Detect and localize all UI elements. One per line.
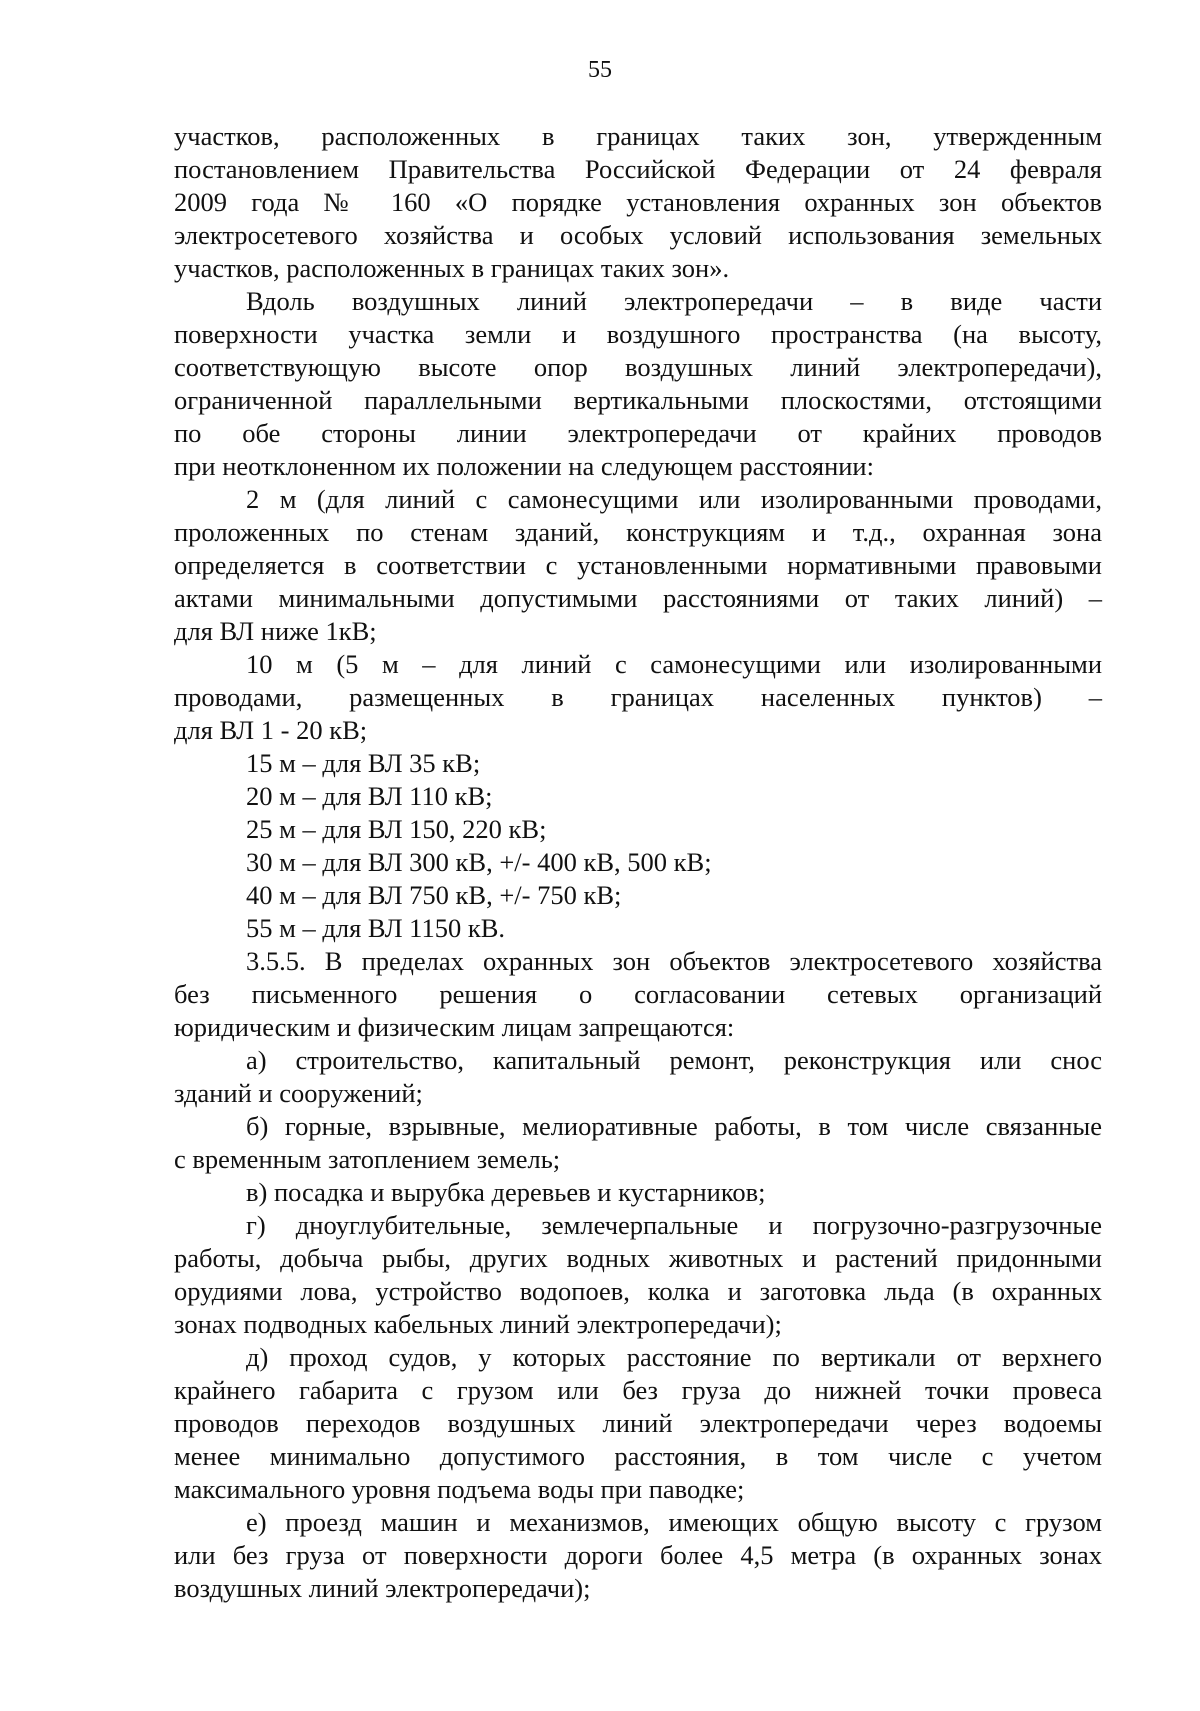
text-line: 20 м – для ВЛ 110 кВ;: [246, 781, 493, 811]
text-line: проложенных по стенам зданий, конструкциям и т.д., охранная зона: [174, 517, 1102, 547]
body-text: [174, 120, 1102, 1605]
text-line: 2 м (для линий с самонесущими или изолированными проводами,: [246, 484, 1102, 514]
text-line: соответствующую высоте опор воздушных линий электропередачи),: [174, 352, 1102, 382]
text-line: 10 м (5 м – для линий с самонесущими или изолированными: [246, 649, 1102, 679]
text-line: е) проезд машин и механизмов, имеющих общую высоту с грузом: [246, 1507, 1102, 1537]
text-line: зданий и сооружений;: [174, 1078, 423, 1108]
text-line: проводов переходов воздушных линий электропередачи через водоемы: [174, 1408, 1102, 1438]
text-line: 15 м – для ВЛ 35 кВ;: [246, 748, 481, 778]
text-line: 25 м – для ВЛ 150, 220 кВ;: [246, 814, 547, 844]
text-line: г) дноуглубительные, землечерпальные и погрузочно-разгрузочные: [246, 1210, 1102, 1240]
text-line: или без груза от поверхности дороги более 4,5 метра (в охранных зонах: [174, 1540, 1102, 1570]
text-line: б) горные, взрывные, мелиоративные работы, в том числе связанные: [246, 1111, 1102, 1141]
text-line: поверхности участка земли и воздушного пространства (на высоту,: [174, 319, 1102, 349]
text-line: участков, расположенных в границах таких зон».: [174, 253, 730, 283]
text-line: менее минимально допустимого расстояния, в том числе с учетом: [174, 1441, 1102, 1471]
text-line: по обе стороны линии электропередачи от крайних проводов: [174, 418, 1102, 448]
text-line: Вдоль воздушных линий электропередачи – в виде части: [246, 286, 1102, 316]
text-line: с временным затоплением земель;: [174, 1144, 561, 1174]
text-line: 55 м – для ВЛ 1150 кВ.: [246, 913, 505, 943]
text-line: проводами, размещенных в границах населенных пунктов) –: [174, 682, 1102, 712]
text-line: воздушных линий электропередачи);: [174, 1573, 591, 1603]
text-line: 3.5.5. В пределах охранных зон объектов электросетевого хозяйства: [246, 946, 1102, 976]
text-line: ограниченной параллельными вертикальными плоскостями, отстоящими: [174, 385, 1102, 415]
text-line: а) строительство, капитальный ремонт, реконструкция или снос: [246, 1045, 1102, 1075]
text-line: электросетевого хозяйства и особых условий использования земельных: [174, 220, 1102, 250]
text-line: постановлением Правительства Российской Федерации от 24 февраля: [174, 154, 1102, 184]
page-number: 55: [588, 57, 612, 83]
text-line: для ВЛ 1 - 20 кВ;: [174, 715, 368, 745]
text-line: юридическим и физическим лицам запрещаются:: [174, 1012, 735, 1042]
text-line: актами минимальными допустимыми расстояниями от таких линий) –: [174, 583, 1102, 613]
text-line: 2009 года № 160 «О порядке установления охранных зон объектов: [174, 187, 1102, 217]
text-line: 40 м – для ВЛ 750 кВ, +/- 750 кВ;: [246, 880, 622, 910]
text-line: максимального уровня подъема воды при паводке;: [174, 1474, 745, 1504]
text-line: работы, добыча рыбы, других водных животных и растений придонными: [174, 1243, 1102, 1273]
text-line: без письменного решения о согласовании сетевых организаций: [174, 979, 1102, 1009]
text-line: 30 м – для ВЛ 300 кВ, +/- 400 кВ, 500 кВ;: [246, 847, 712, 877]
text-line: участков, расположенных в границах таких зон, утвержденным: [174, 121, 1102, 151]
text-line: орудиями лова, устройство водопоев, колка и заготовка льда (в охранных: [174, 1276, 1102, 1306]
text-line: д) проход судов, у которых расстояние по вертикали от верхнего: [246, 1342, 1102, 1372]
text-line: для ВЛ ниже 1кВ;: [174, 616, 377, 646]
text-line: определяется в соответствии с установленными нормативными правовыми: [174, 550, 1102, 580]
text-line: при неотклоненном их положении на следующем расстоянии:: [174, 451, 874, 481]
text-line: крайнего габарита с грузом или без груза до нижней точки провеса: [174, 1375, 1102, 1405]
text-line: зонах подводных кабельных линий электропередачи);: [174, 1309, 782, 1339]
text-line: в) посадка и вырубка деревьев и кустарников;: [246, 1177, 766, 1207]
